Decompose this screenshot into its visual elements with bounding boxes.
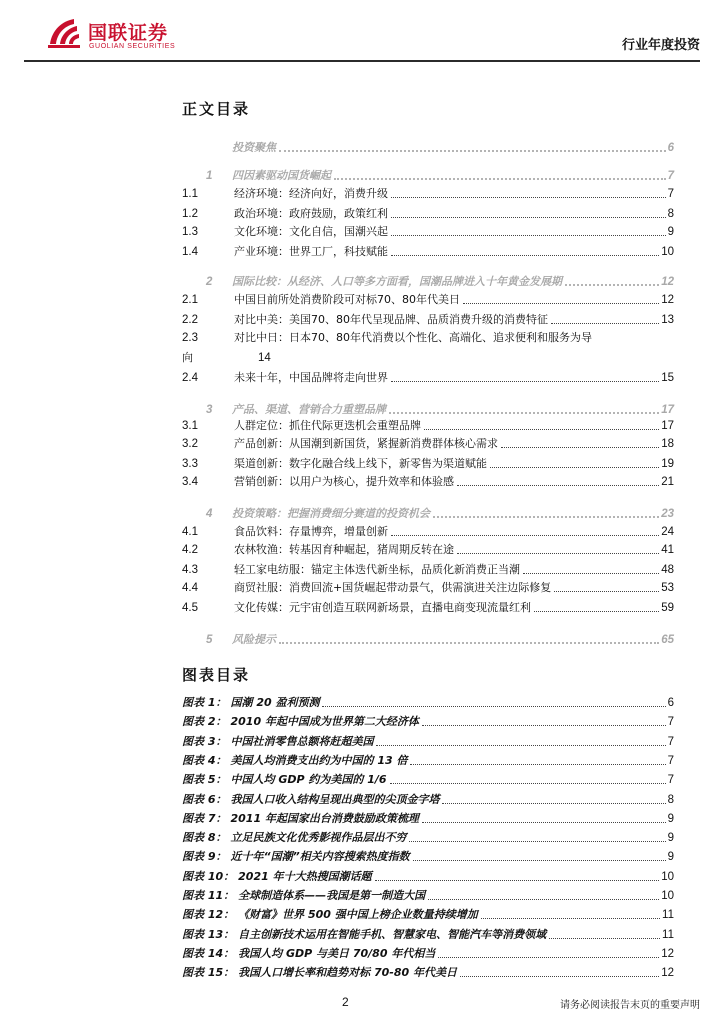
toc-entry-page: 17 (661, 420, 674, 432)
toc-entry[interactable] (182, 136, 674, 155)
toc-entry-number: 5 (206, 634, 213, 646)
toc-dot-leader (534, 610, 659, 612)
toc-entry-number: 3.4 (182, 476, 198, 488)
company-logo-icon (44, 16, 82, 52)
toc-entry-number: 4.4 (182, 582, 198, 594)
figure-entry-label: 图表 11： (182, 889, 235, 902)
toc-dot-leader (424, 428, 659, 430)
figure-dot-leader (375, 879, 660, 881)
figure-entry[interactable] (182, 845, 674, 864)
figure-dot-leader (460, 975, 659, 977)
page-header (0, 0, 724, 66)
header-divider (24, 60, 700, 62)
toc-entry-page: 14 (258, 352, 271, 364)
toc-dot-leader (279, 150, 666, 152)
figure-entry-title: 美国人均消费支出约为中国的 13 倍 (230, 753, 408, 767)
logo-english-name: GUOLIAN SECURITIES (89, 43, 176, 50)
toc-title: 正文目录 (182, 100, 251, 118)
toc-dot-leader (391, 534, 659, 536)
figure-entry[interactable] (182, 788, 674, 807)
figure-entry[interactable] (182, 942, 674, 961)
toc-entry-number: 2.2 (182, 314, 198, 326)
toc-entry-page: 18 (661, 438, 674, 450)
figure-entry-page: 9 (667, 832, 674, 845)
figure-entry[interactable] (182, 903, 674, 922)
toc-entry[interactable] (182, 558, 674, 577)
figure-entry-title: 2011 年起国家出台消费鼓励政策梳理 (230, 811, 419, 825)
figure-entry-title: 国潮 20 盈利预测 (230, 696, 320, 709)
figure-dot-leader (481, 917, 660, 919)
figure-entry[interactable] (182, 768, 674, 787)
toc-dot-leader (391, 196, 666, 198)
toc-entry-page: 7 (667, 170, 674, 182)
toc-entry-number: 2 (206, 276, 213, 288)
toc-entry-number: 3.1 (182, 420, 198, 432)
toc-entry-number: 2.3 (182, 332, 198, 344)
figure-entry-label: 图表 1： (182, 696, 227, 709)
toc-entry-page: 10 (661, 246, 674, 258)
toc-entry-title: 投资聚焦 (232, 141, 276, 154)
figure-entry-title: 立足民族文化优秀影视作品层出不穷 (230, 831, 407, 845)
toc-entry-title: 对比中日：日本70、80年代消费以个性化、高端化、追求便利和服务为导 (234, 331, 592, 344)
figure-entry-label: 图表 8： (182, 831, 227, 845)
toc-entry-title: 中国目前所处消费阶段可对标70、80年代美日 (234, 293, 460, 306)
toc-dot-leader (433, 516, 659, 518)
figure-dot-leader (413, 859, 666, 861)
figure-entry-label: 图表 6： (182, 792, 227, 806)
toc-entry-title: 未来十年，中国品牌将走向世界 (234, 371, 388, 384)
toc-dot-leader (279, 642, 659, 644)
figure-entry-page: 9 (667, 812, 674, 825)
toc-entry[interactable] (182, 270, 674, 289)
figure-entry-label: 图表 4： (182, 753, 227, 767)
toc-entry-page: 24 (661, 526, 674, 538)
toc-dot-leader (551, 322, 659, 324)
toc-entry-title: 商贸社服：消费回流+国货崛起带动景气，供需演进关注边际修复 (234, 581, 552, 594)
page-number: 2 (342, 995, 349, 1009)
toc-entry-title: 营销创新：以用户为核心，提升效率和体验感 (234, 475, 454, 488)
figure-dot-leader (438, 956, 659, 958)
figure-entry-label: 图表 2： (182, 715, 227, 729)
figure-entry-page: 7 (667, 774, 674, 787)
toc-entry-page: 15 (661, 372, 674, 384)
toc-entry-number: 3 (206, 404, 213, 416)
figure-dot-leader (409, 840, 665, 842)
figure-dot-leader (322, 705, 665, 707)
toc-entry-title: 文化传媒：元宇宙创造互联网新场景，直播电商变现流量红利 (234, 601, 531, 614)
toc-entry[interactable] (182, 628, 674, 647)
figure-entry-title: 我国人口收入结构呈现出典型的尖顶金字塔 (230, 792, 440, 806)
figure-entry[interactable] (182, 961, 674, 980)
toc-entry-number: 2.4 (182, 372, 198, 384)
toc-entry[interactable] (182, 414, 674, 433)
toc-entry-number: 1.3 (182, 226, 198, 238)
toc-entry-title: 四因素驱动国货崛起 (232, 169, 331, 182)
toc-entry-title: 人群定位：抓住代际更迭机会重塑品牌 (234, 419, 421, 432)
figure-entry-title: 《财富》世界 500 强中国上榜企业数量持续增加 (238, 908, 478, 922)
figure-dot-leader (410, 763, 665, 765)
figure-entry-page: 11 (662, 928, 674, 941)
figure-entry[interactable] (182, 923, 674, 942)
toc-entry-continuation[interactable] (182, 346, 674, 365)
toc-dot-leader (463, 302, 659, 304)
toc-entry-page: 7 (667, 188, 674, 200)
toc-entry-title: 轻工家电纺服：锚定主体迭代新坐标，品质化新消费正当潮 (234, 563, 520, 576)
toc-entry-title: 投资策略：把握消费细分赛道的投资机会 (232, 507, 430, 520)
toc-dot-leader (391, 380, 659, 382)
figure-entry-page: 7 (667, 716, 674, 729)
figure-entry-label: 图表 15： (182, 966, 235, 980)
toc-entry[interactable] (182, 326, 674, 345)
figure-entry-label: 图表 13： (182, 927, 235, 941)
toc-entry-number: 4 (206, 508, 213, 520)
figure-entry[interactable] (182, 691, 674, 710)
toc-dot-leader (391, 254, 659, 256)
figure-entry-title: 全球制造体系——我国是第一制造大国 (238, 889, 426, 902)
toc-entry[interactable] (182, 240, 674, 259)
figure-entry-page: 12 (661, 967, 674, 980)
figure-entry-title: 近十年“国潮”相关内容搜索热度指数 (230, 850, 410, 864)
toc-entry-page: 8 (667, 208, 674, 220)
figure-entry-label: 图表 7： (182, 811, 227, 825)
figure-entry-page: 7 (667, 754, 674, 767)
figure-entry[interactable] (182, 807, 674, 826)
toc-entry-page: 9 (667, 226, 674, 238)
toc-entry[interactable] (182, 538, 674, 557)
toc-entry-title: 产品、渠道、营销合力重塑品牌 (232, 403, 386, 416)
figure-dot-leader (376, 744, 665, 746)
toc-entry-number: 1 (206, 170, 213, 182)
toc-entry-title: 产品创新：从国潮到新国货，紧握新消费群体核心需求 (234, 437, 498, 450)
figure-entry-title: 自主创新技术运用在智能手机、智慧家电、智能汽车等消费领域 (238, 927, 547, 941)
toc-entry-number: 4.3 (182, 564, 198, 576)
toc-entry[interactable] (182, 596, 674, 615)
toc-dot-leader (391, 234, 666, 236)
figure-entry[interactable] (182, 730, 674, 749)
toc-entry[interactable] (182, 182, 674, 201)
toc-entry-page: 21 (661, 476, 674, 488)
toc-entry-page: 13 (661, 314, 674, 326)
report-type-label: 行业年度投资 (621, 38, 700, 53)
figure-dot-leader (442, 802, 665, 804)
toc-entry[interactable] (182, 220, 674, 239)
toc-entry-title: 农林牧渔：转基因育种崛起，猪周期反转在途 (234, 543, 454, 556)
toc-entry-title: 渠道创新：数字化融合线上线下，新零售为渠道赋能 (234, 457, 487, 470)
toc-entry-title: 食品饮料：存量博弈，增量创新 (234, 525, 388, 538)
toc-entry-number: 4.2 (182, 544, 198, 556)
toc-entry-page: 23 (661, 508, 674, 520)
toc-entry-number: 1.2 (182, 208, 198, 220)
figure-entry-title: 中国社消零售总额将赶超美国 (230, 734, 374, 748)
figure-entry-page: 12 (661, 947, 674, 960)
toc-entry-number: 1.4 (182, 246, 198, 258)
figure-dot-leader (390, 782, 666, 784)
figure-entry-title: 2010 年起中国成为世界第二大经济体 (230, 715, 419, 729)
figure-entry[interactable] (182, 710, 674, 729)
figures-title: 图表目录 (182, 666, 251, 684)
figure-dot-leader (422, 821, 666, 823)
toc-entry-number: 4.5 (182, 602, 198, 614)
figure-dot-leader (422, 724, 666, 726)
figure-entry-label: 图表 3： (182, 734, 227, 748)
toc-entry-number: 3.3 (182, 458, 198, 470)
toc-entry[interactable] (182, 164, 674, 183)
figure-entry-page: 7 (667, 735, 674, 748)
toc-entry-page: 53 (661, 582, 674, 594)
toc-entry[interactable] (182, 502, 674, 521)
toc-dot-leader (490, 466, 659, 468)
figure-entry[interactable] (182, 865, 674, 884)
toc-dot-leader (523, 572, 659, 574)
toc-entry[interactable] (182, 432, 674, 451)
figure-entry-label: 图表 5： (182, 773, 227, 787)
figure-entry-title: 我国人口增长率和趋势对标 70-80 年代美日 (238, 966, 457, 980)
figure-entry-title: 2021 年十大热搜国潮话题 (238, 869, 372, 883)
figure-entry-title: 中国人均 GDP 约为美国的 1/6 (230, 773, 387, 787)
toc-entry[interactable] (182, 470, 674, 489)
toc-entry-number: 1.1 (182, 188, 198, 200)
toc-entry-title: 文化环境：文化自信，国潮兴起 (234, 225, 388, 238)
toc-entry[interactable] (182, 576, 674, 595)
toc-entry[interactable] (182, 308, 674, 327)
figure-dot-leader (549, 937, 660, 939)
toc-dot-leader (501, 446, 659, 448)
toc-entry-number: 4.1 (182, 526, 198, 538)
toc-dot-leader (457, 484, 659, 486)
figure-entry[interactable] (182, 884, 674, 903)
toc-dot-leader (457, 552, 659, 554)
figure-entry-page: 10 (661, 870, 674, 883)
toc-dot-leader (565, 284, 659, 286)
toc-dot-leader (391, 216, 666, 218)
toc-entry[interactable] (182, 520, 674, 539)
toc-entry-title: 对比中美：美国70、80年代呈现品牌、品质消费升级的消费特征 (234, 313, 548, 326)
toc-entry-page: 59 (661, 602, 674, 614)
toc-dot-leader (554, 590, 659, 592)
figure-entry-title: 我国人均 GDP 与美日 70/80 年代相当 (238, 946, 436, 960)
toc-entry-page: 19 (661, 458, 674, 470)
toc-entry[interactable] (182, 288, 674, 307)
figure-entry-page: 9 (667, 851, 674, 864)
logo-chinese-name: 国联证券 (88, 22, 169, 44)
toc-entry-title-continued: 向 (182, 351, 193, 364)
figure-dot-leader (428, 898, 659, 900)
toc-entry-title: 政治环境：政府鼓励，政策红利 (234, 207, 388, 220)
toc-entry-page: 41 (661, 544, 674, 556)
toc-entry-page: 12 (661, 276, 674, 288)
toc-entry[interactable] (182, 202, 674, 221)
toc-entry-page: 12 (661, 294, 674, 306)
figure-entry-page: 11 (662, 909, 674, 922)
figure-entry-page: 10 (661, 890, 674, 902)
figure-entry-label: 图表 12： (182, 908, 235, 922)
toc-entry-title: 国际比较：从经济、人口等多方面看，国潮品牌进入十年黄金发展期 (232, 275, 562, 288)
toc-entry-number: 2.1 (182, 294, 198, 306)
toc-entry-title: 经济环境：经济向好，消费升级 (234, 187, 388, 200)
toc-entry-title: 产业环境：世界工厂，科技赋能 (234, 245, 388, 258)
figure-entry[interactable] (182, 826, 674, 845)
disclaimer-text: 请务必阅读报告末页的重要声明 (560, 1000, 700, 1011)
figure-entry[interactable] (182, 749, 674, 768)
toc-entry-number: 3.2 (182, 438, 198, 450)
toc-entry[interactable] (182, 452, 674, 471)
company-logo (44, 16, 214, 56)
toc-entry-page: 65 (661, 634, 674, 646)
figure-entry-page: 8 (667, 793, 674, 806)
figure-entry-page: 6 (667, 697, 674, 709)
toc-entry[interactable] (182, 366, 674, 385)
toc-entry-page: 17 (661, 404, 674, 416)
toc-entry-title: 风险提示 (232, 633, 276, 646)
toc-entry-page: 48 (661, 564, 674, 576)
figure-entry-label: 图表 14： (182, 946, 235, 960)
figure-entry-label: 图表 10： (182, 869, 235, 883)
toc-dot-leader (334, 178, 666, 180)
figure-entry-label: 图表 9： (182, 850, 227, 864)
toc-entry-page: 6 (667, 142, 674, 154)
